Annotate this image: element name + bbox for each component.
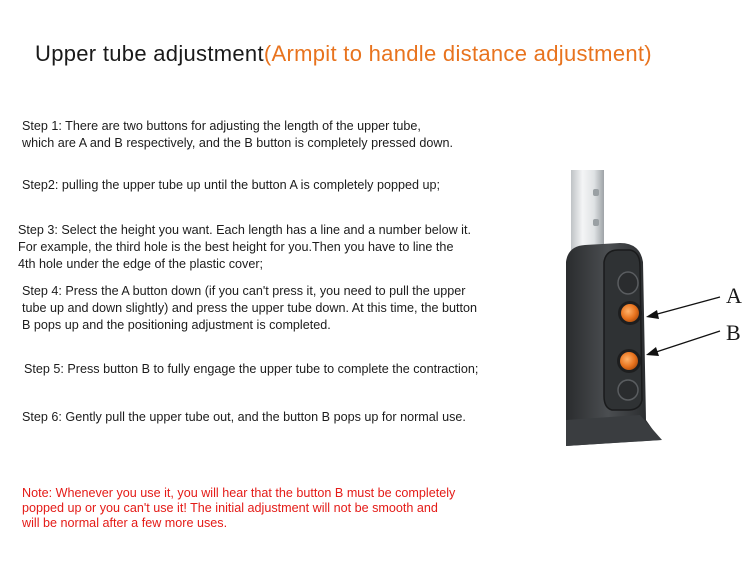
arrow-b-icon bbox=[646, 331, 720, 356]
step-5-text: Step 5: Press button B to fully engage the upper tube to complete the contraction; bbox=[24, 362, 479, 376]
title-accent: (Armpit to handle distance adjustment) bbox=[263, 41, 652, 66]
top-recess-icon bbox=[618, 272, 638, 294]
label-a: A bbox=[726, 283, 742, 308]
note-text: Note: Whenever you use it, you will hear that the button B must be completely popped up or you can't use it! The initial adjustment will not be smooth and will be normal after a few more uses. bbox=[22, 486, 456, 530]
upper-tube bbox=[571, 170, 604, 250]
label-b: B bbox=[726, 320, 741, 345]
step-2-text: Step2: pulling the upper tube up until the button A is completely popped up; bbox=[22, 178, 440, 192]
step-1-text: Step 1: There are two buttons for adjusting the length of the upper tube, which are A and B respectively, and the B button is completely pressed down. bbox=[22, 119, 453, 150]
title-main: Upper tube adjustment bbox=[35, 41, 264, 66]
step-6-text: Step 6: Gently pull the upper tube out, and the button B pops up for normal use. bbox=[22, 410, 466, 424]
arrow-a-icon bbox=[646, 297, 720, 319]
step-4-text: Step 4: Press the A button down (if you can't press it, you need to pull the upper tube up and down slightly) and press the upper tube down. At this time, the button B pops up and the positioning adjustment is completed. bbox=[22, 284, 478, 332]
button-b-icon bbox=[617, 349, 641, 373]
plastic-housing bbox=[566, 243, 662, 446]
bottom-recess-icon bbox=[618, 380, 638, 400]
button-a-icon bbox=[618, 301, 642, 325]
step-3-text: Step 3: Select the height you want. Each length has a line and a number below it. For example, the third hole is the best height for you.Then you have to line the 4th hole under the edge of the plastic cover; bbox=[18, 223, 471, 271]
